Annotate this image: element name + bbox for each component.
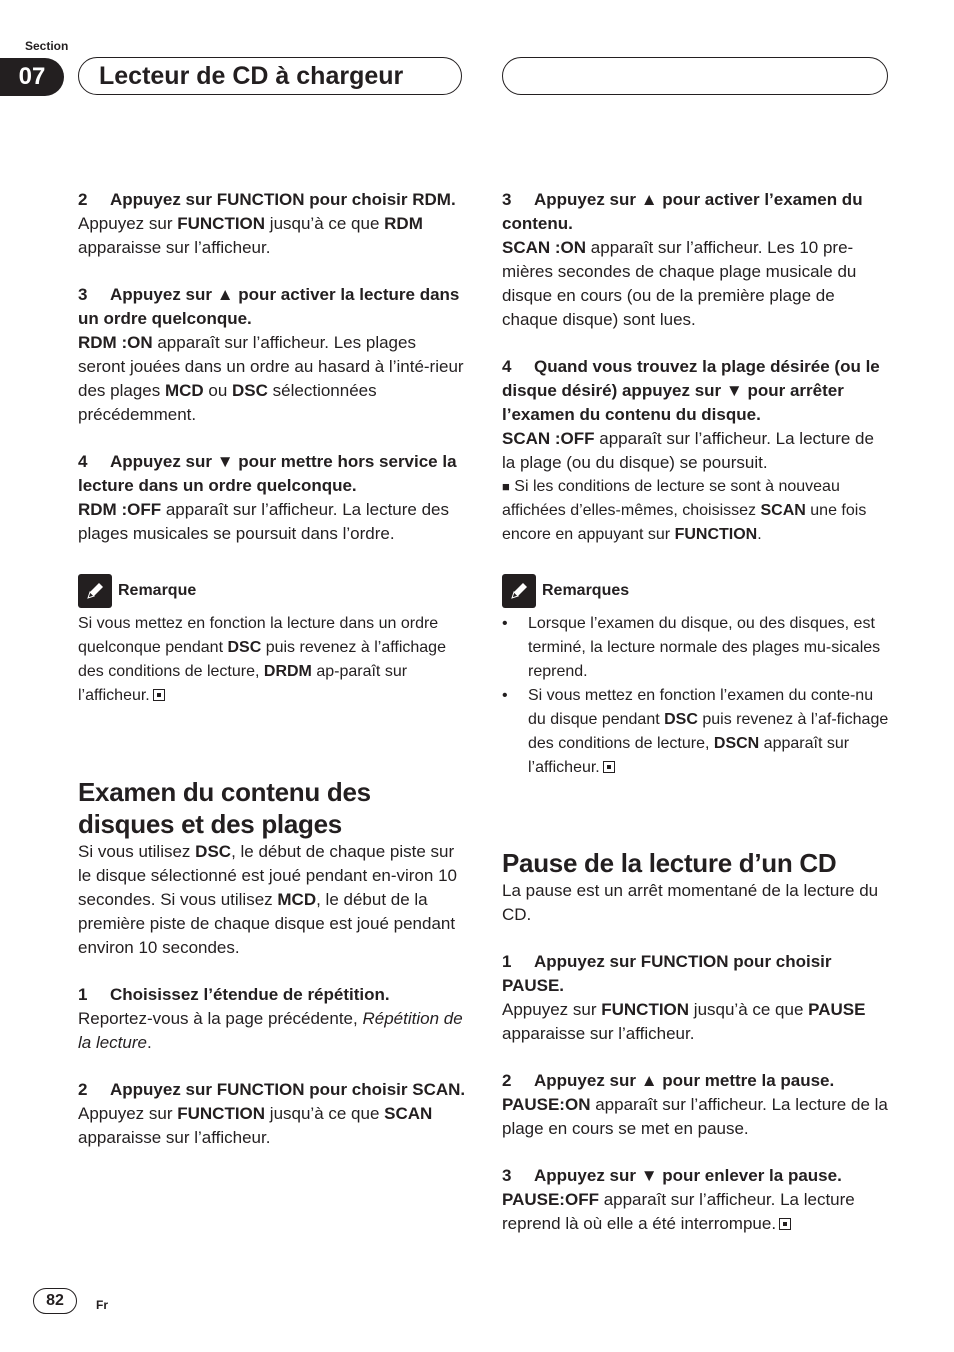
chapter-title: Lecteur de CD à chargeur — [78, 57, 462, 95]
language-code: Fr — [96, 1298, 108, 1312]
square-bullet-icon: ■ — [502, 479, 510, 494]
section-number-badge: 07 — [0, 58, 64, 96]
end-mark-icon — [153, 689, 165, 701]
list-item: • Si vous mettez en fonction l’examen du conte-nu du disque pendant DSC puis revenez à l’af-fichage des conditions de lecture, DSCN apparaît sur l’afficheur. — [502, 687, 889, 776]
step-body: Reportez-vous à la page précédente, Répétition de la lecture. — [78, 1009, 463, 1052]
step-body: Appuyez sur FUNCTION jusqu’à ce que PAUSE apparaisse sur l’afficheur. — [502, 1000, 866, 1043]
notes-title: Remarques — [542, 582, 630, 599]
step-heading: 3 Appuyez sur ▼ pour enlever la pause. — [502, 1166, 842, 1185]
left-column — [78, 188, 466, 1150]
note-body: Si vous mettez en fonction la lecture dans un ordre quelconque pendant DSC puis revenez à l’affichage des conditions de lecture, DRDM ap-paraît sur l’afficheur. — [78, 615, 446, 704]
step-heading: 2 Appuyez sur ▲ pour mettre la pause. — [502, 1071, 835, 1090]
pencil-icon — [502, 574, 536, 608]
header-blank-box — [502, 57, 888, 95]
section-heading: Pause de la lecture d’un CD — [502, 848, 837, 878]
step-heading: 3 Appuyez sur ▲ pour activer l’examen du contenu. — [502, 190, 863, 233]
intro-text: Si vous utilisez DSC, le début de chaque piste sur le disque sélectionné est joué pendant en-viron 10 secondes. Si vous utilisez MCD, le début de la première piste de chaque disque est joué pendant environ 10 secondes. — [78, 842, 457, 957]
note-title: Remarque — [118, 582, 197, 599]
list-item: • Lorsque l’examen du disque, ou des disques, est terminé, la lecture normale des plages mu-sicales reprend. — [502, 615, 881, 680]
step-heading: 4 Appuyez sur ▼ pour mettre hors service la lecture dans un ordre quelconque. — [78, 452, 457, 495]
step-heading: 4 Quand vous trouvez la plage désirée (ou le disque désiré) appuyez sur ▼ pour arrêter l’examen du contenu du disque. — [502, 357, 880, 424]
section-label: Section — [25, 39, 69, 53]
step-body: Appuyez sur FUNCTION jusqu’à ce que SCAN apparaisse sur l’afficheur. — [78, 1104, 433, 1147]
step-heading: 1 Choisissez l’étendue de répétition. — [78, 985, 390, 1004]
step-body: RDM :ON apparaît sur l’afficheur. Les plages seront jouées dans un ordre au hasard à l’inté-rieur des plages MCD ou DSC sélectionnées précédemment. — [78, 333, 464, 424]
step-heading: 2 Appuyez sur FUNCTION pour choisir SCAN. — [78, 1080, 466, 1099]
pencil-icon — [78, 574, 112, 608]
step-heading: 3 Appuyez sur ▲ pour activer la lecture dans un ordre quelconque. — [78, 285, 460, 328]
step-heading: 2 Appuyez sur FUNCTION pour choisir RDM. — [78, 190, 456, 209]
notes-header — [502, 574, 890, 608]
step-body: SCAN :OFF apparaît sur l’afficheur. La lecture de la plage (ou du disque) se poursuit. — [502, 429, 874, 472]
page-number: 82 — [33, 1288, 77, 1314]
intro-text: La pause est un arrêt momentané de la lecture du CD. — [502, 881, 879, 924]
step-body: PAUSE:OFF apparaît sur l’afficheur. La lecture reprend là où elle a été interrompue. — [502, 1190, 855, 1233]
step-heading: 1 Appuyez sur FUNCTION pour choisir PAUSE. — [502, 952, 832, 995]
step-body: PAUSE:ON apparaît sur l’afficheur. La lecture de la plage en cours se met en pause. — [502, 1095, 888, 1138]
step-body: Appuyez sur FUNCTION jusqu’à ce que RDM apparaisse sur l’afficheur. — [78, 214, 423, 257]
section-heading: Examen du contenu des disques et des plages — [78, 777, 371, 839]
end-mark-icon — [779, 1218, 791, 1230]
right-column — [502, 188, 890, 1236]
end-mark-icon — [603, 761, 615, 773]
step-tip: ■ Si les conditions de lecture se sont à nouveau affichées d’elles-mêmes, choisissez SCAN une fois encore en appuyant sur FUNCTION. — [502, 478, 867, 543]
note-header — [78, 574, 466, 608]
step-body: SCAN :ON apparaît sur l’afficheur. Les 10 pre-mières secondes de chaque plage musicale du disque en cours (ou de la première plage de chaque disque) sont lues. — [502, 238, 857, 329]
step-body: RDM :OFF apparaît sur l’afficheur. La lecture des plages musicales se poursuit dans l’ordre. — [78, 500, 450, 543]
